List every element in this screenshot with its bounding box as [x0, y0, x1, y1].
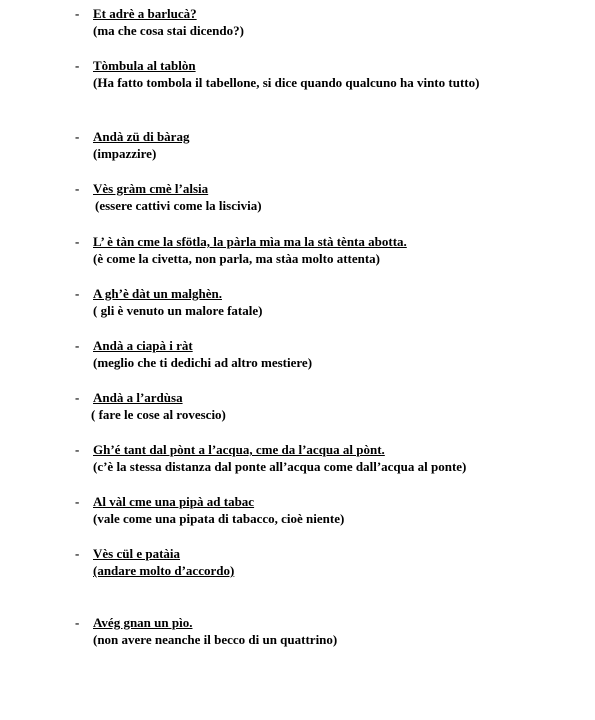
proverb-translation: (ma che cosa stai dicendo?) [93, 23, 244, 38]
proverb-translation: ( gli è venuto un malore fatale) [93, 303, 263, 318]
proverb-dialect: Andà zü di bàrag [93, 129, 190, 144]
proverb-dialect: Et adrè a barlucà? [93, 6, 197, 21]
proverb-dialect: Tòmbula al tablòn [93, 58, 196, 73]
list-dash: - [75, 338, 80, 353]
list-dash: - [75, 234, 80, 249]
proverb-dialect: Gh’é tant dal pònt a l’acqua, cme da l’acqua al pònt. [93, 442, 385, 457]
proverb-dialect: Andà a l’ardùsa [93, 390, 183, 405]
proverb-translation: (Ha fatto tombola il tabellone, si dice quando qualcuno ha vinto tutto) [93, 75, 480, 90]
proverb-translation: (c’è la stessa distanza dal ponte all’acqua come dall’acqua al ponte) [93, 459, 467, 474]
proverb-dialect: Andà a ciapà i ràt [93, 338, 193, 353]
proverb-dialect: Avég gnan un pìo. [93, 615, 193, 630]
proverb-dialect: Al vàl cme una pipà ad tabac [93, 494, 255, 509]
list-dash: - [75, 390, 80, 405]
list-dash: - [75, 286, 80, 301]
list-dash: - [75, 546, 80, 561]
proverb-dialect: L’ è tàn cme la sfötla, la pàrla mìa ma la stà tènta abotta. [93, 234, 407, 249]
proverb-translation: (impazzire) [93, 146, 157, 161]
list-dash: - [75, 442, 80, 457]
proverb-translation: (è come la civetta, non parla, ma stàa molto attenta) [93, 251, 381, 266]
proverb-translation: (vale come una pipata di tabacco, cioè niente) [93, 511, 345, 526]
proverb-translation: ( fare le cose al rovescio) [91, 407, 226, 422]
proverb-dialect: A gh’è dàt un malghèn. [93, 286, 222, 301]
list-dash: - [75, 494, 80, 509]
proverb-dialect: Vès gràm cmè l’alsia [93, 181, 209, 196]
list-dash: - [75, 58, 80, 73]
proverb-translation: (meglio che ti dedichi ad altro mestiere) [93, 355, 313, 370]
list-dash: - [75, 615, 80, 630]
proverb-translation: (essere cattivi come la liscivia) [95, 198, 262, 213]
list-dash: - [75, 6, 80, 21]
proverb-translation: (andare molto d’accordo) [93, 563, 235, 578]
list-dash: - [75, 129, 80, 144]
proverb-translation: (non avere neanche il becco di un quattrino) [93, 632, 338, 647]
list-dash: - [75, 181, 80, 196]
proverb-dialect: Vès cül e patàia [93, 546, 181, 561]
